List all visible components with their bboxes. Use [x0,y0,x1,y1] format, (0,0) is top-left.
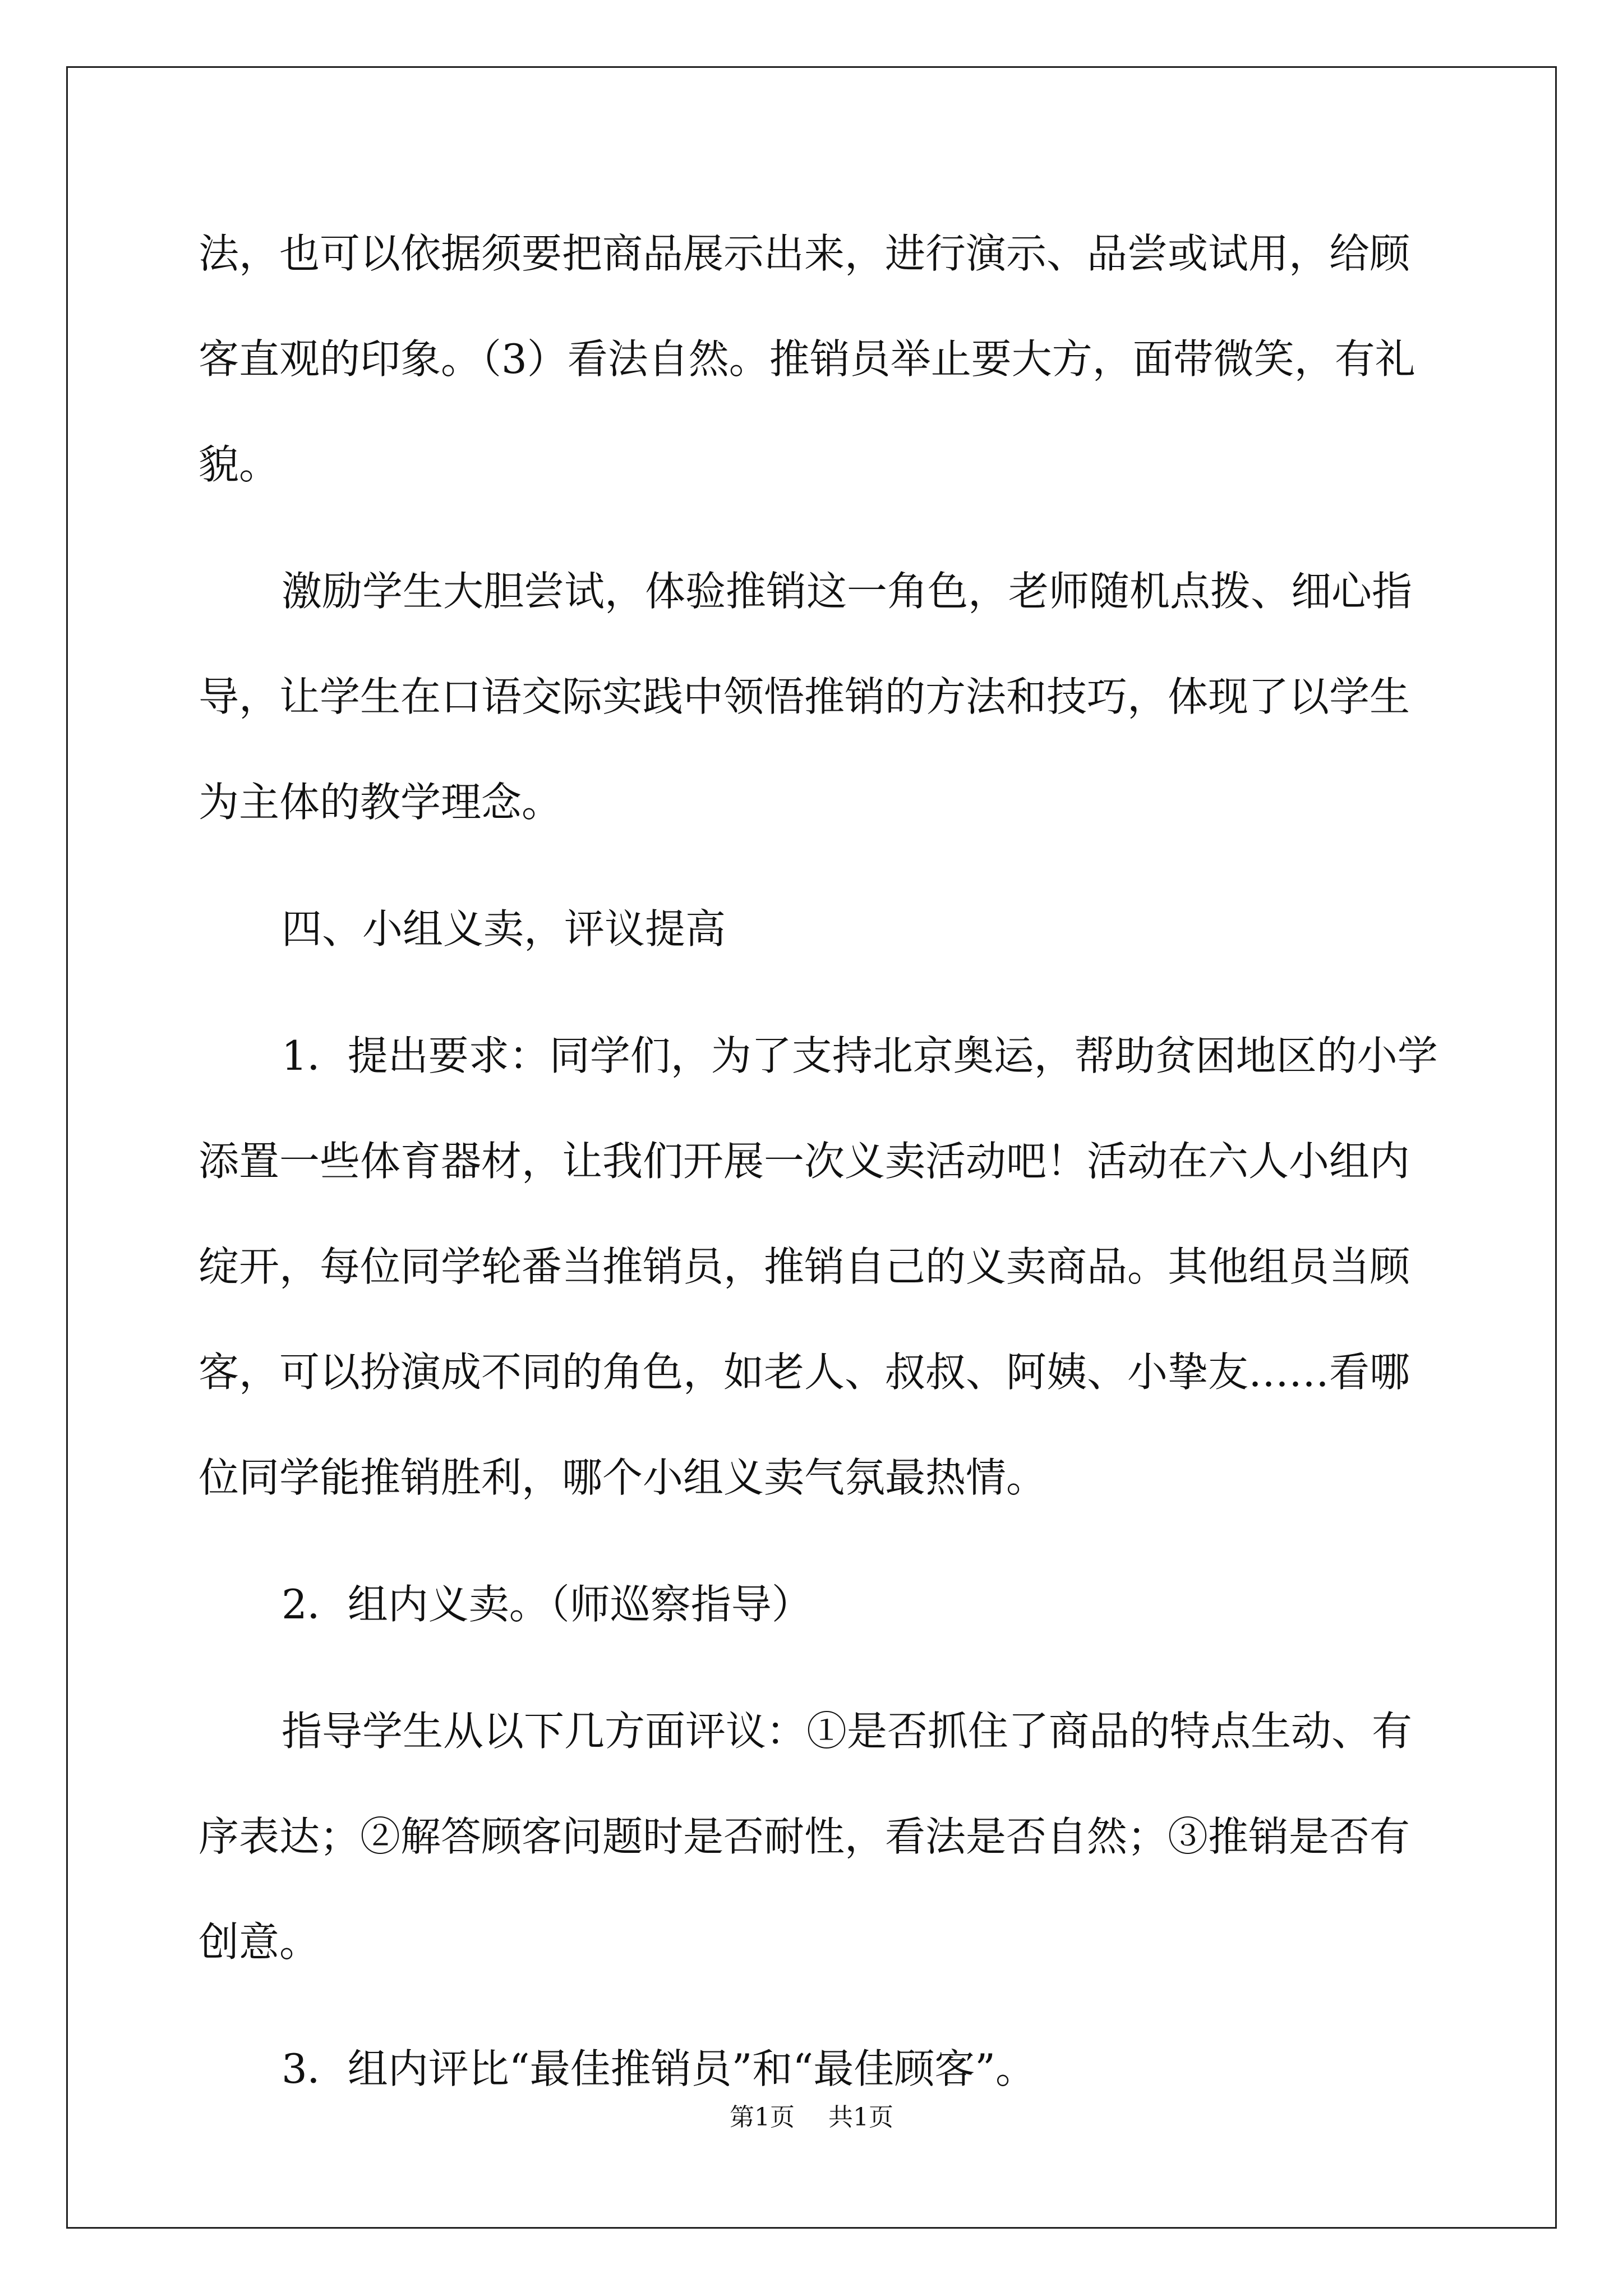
text-line: 客，可以扮演成不同的角色，如老人、叔叔、阿姨、小挚友……看哪 [199,1349,1410,1396]
text-line: 序表达；②解答顾客问题时是否耐性，看法是否自然；③推销是否有 [199,1813,1410,1860]
paragraph-gap [199,517,1432,539]
text-line: 导，让学生在口语交际实践中领悟推销的方法和技巧，体现了以学生 [199,673,1410,720]
text-line: 貌。 [199,441,280,488]
text-line: 添置一些体育器材，让我们开展一次义卖活动吧！活动在六人小组内 [199,1138,1410,1185]
text-line: 创意。 [199,1918,320,1966]
text-line: 为主体的教学理念。 [199,779,562,826]
text-line: 2．组内义卖。（师巡察指导） [282,1581,812,1628]
paragraph-gap [199,982,1432,1003]
section-heading: 四、小组义卖，评议提高 [282,905,726,953]
text-line: 位同学能推销胜利，哪个小组义卖气氛最热情。 [199,1454,1047,1501]
text-line: 3．组内评比“最佳推销员”和“最佳顾客”。 [282,2045,1036,2092]
document-body [199,201,1438,2122]
text-line: 1．提出要求：同学们，为了支持北京奥运，帮助贫困地区的小学 [282,1032,1438,1079]
text-line: 客直观的印象。（3）看法自然。推销员举止要大方，面带微笑，有礼 [199,335,1415,383]
page-total: 共1页 [828,2103,893,2132]
page-number: 第1页 [730,2103,795,2132]
text-line: 法，也可以依据须要把商品展示出来，进行演示、品尝或试用，给顾 [199,230,1410,277]
paragraph-gap [199,1657,1432,1678]
text-line: 指导学生从以下几方面评议：①是否抓住了商品的特点生动、有 [282,1708,1413,1755]
text-line: 绽开，每位同学轮番当推销员，推销自己的义卖商品。其他组员当顾 [199,1243,1410,1290]
page-footer [0,2101,1623,2134]
paragraph-gap [199,1995,1432,2016]
paragraph-gap [199,855,1432,876]
text-line: 激励学生大胆尝试，体验推销这一角色，老师随机点拨、细心指 [282,568,1413,615]
paragraph-gap [199,1530,1432,1552]
